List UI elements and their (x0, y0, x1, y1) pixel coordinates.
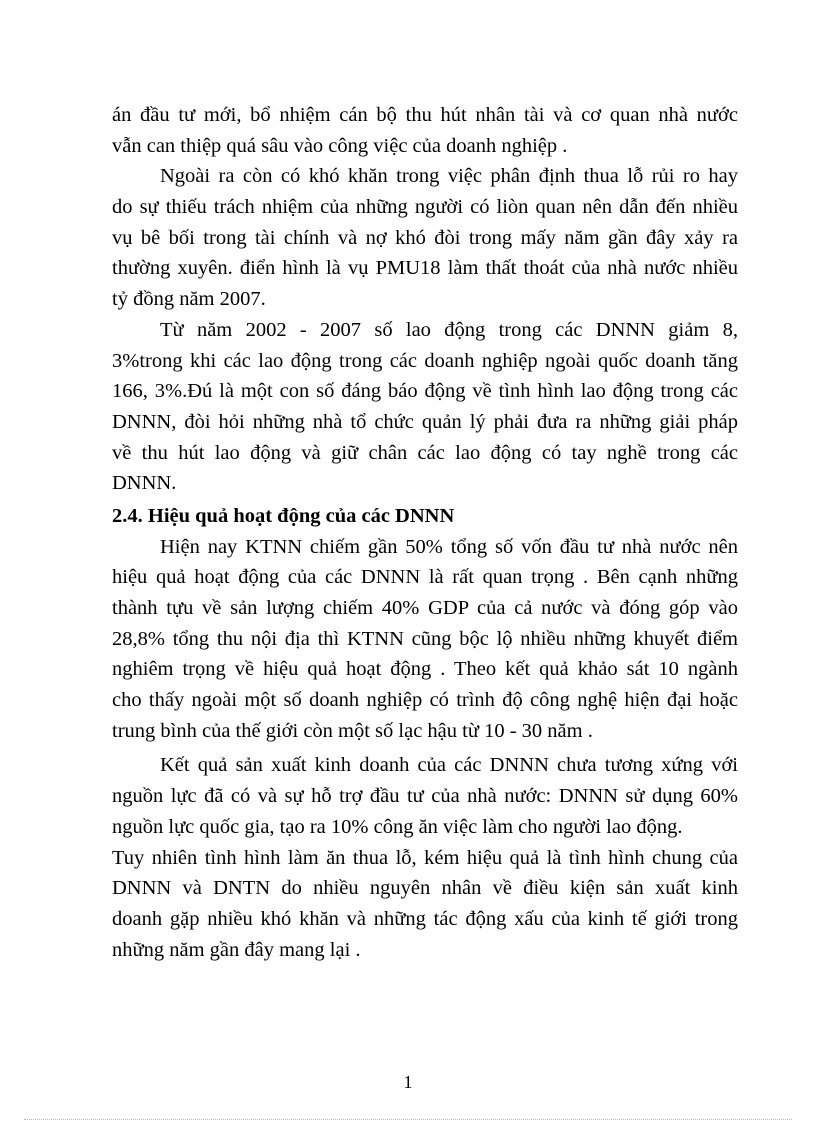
text-line: vẫn can thiệp quá sâu vào công việc của doanh nghiệp . (112, 134, 568, 157)
text-line: DNNN và DNTN do nhiều nguyên nhân về điều kiện sản xuất kinh (112, 877, 738, 900)
text-line: Kết quả sản xuất kinh doanh của các DNNN chưa tương xứng với (160, 754, 738, 777)
text-line: do sự thiếu trách nhiệm của những người có liòn quan nên dẫn đến nhiều (112, 196, 738, 219)
paragraph-3 (112, 315, 738, 499)
text-line: Ngoài ra còn có khó khăn trong việc phân định thua lỗ rủi ro hay (160, 165, 738, 188)
paragraph-4 (112, 532, 738, 747)
text-line: Từ năm 2002 - 2007 số lao động trong các DNNN giảm 8, (160, 318, 738, 341)
text-line: 28,8% tổng thu nội địa thì KTNN cũng bộc lộ nhiều những khuyết điểm (112, 627, 738, 650)
text-line: nguồn lực đã có và sự hỗ trợ đầu tư của nhà nước: DNNN sử dụng 60% (112, 785, 738, 808)
page-bottom-divider (24, 1119, 792, 1120)
text-line: án đầu tư mới, bổ nhiệm cán bộ thu hút nhân tài và cơ quan nhà nước (112, 104, 738, 126)
document-body (112, 100, 738, 965)
section-heading: 2.4. Hiệu quả hoạt động của các DNNN (112, 504, 455, 527)
paragraph-5 (112, 750, 738, 965)
text-line: thường xuyên. điển hình là vụ PMU18 làm thất thoát của nhà nước nhiều (112, 257, 738, 280)
text-line: 166, 3%.Đú là một con số đáng báo động về tình hình lao động trong các (112, 380, 738, 403)
text-line: Hiện nay KTNN chiếm gần 50% tổng số vốn đầu tư nhà nước nên (160, 535, 738, 558)
text-line: những năm gần đây mang lại . (112, 938, 361, 961)
page-number: 1 (403, 1072, 413, 1092)
text-line: DNNN. (112, 472, 177, 495)
text-line: DNNN, đòi hỏi những nhà tổ chức quản lý phải đưa ra những giải pháp (112, 410, 738, 433)
text-line: vụ bê bối trong tài chính và nợ khó đòi trong mấy năm gần đây xảy ra (112, 226, 738, 249)
text-line: cho thấy ngoài một số doanh nghiệp có trình độ công nghệ hiện đại hoặc (112, 689, 738, 712)
text-line: doanh gặp nhiều khó khăn và những tác động xấu của kinh tế giới trong (112, 907, 738, 930)
text-line: Tuy nhiên tình hình làm ăn thua lỗ, kém hiệu quả là tình hình chung của (112, 846, 738, 869)
text-line: tỷ đồng năm 2007. (112, 288, 266, 311)
text-line: thành tựu về sản lượng chiếm 40% GDP của cả nước và đóng góp vào (112, 597, 738, 619)
text-line: 3%trong khi các lao động trong các doanh nghiệp ngoài quốc doanh tăng (112, 349, 738, 372)
text-line: trung bình của thế giới còn một số lạc hậu từ 10 - 30 năm . (112, 719, 593, 742)
text-line: về thu hút lao động và giữ chân các lao động có tay nghề trong các (112, 441, 738, 464)
paragraph-1 (112, 100, 738, 161)
text-line: nghiêm trọng về hiệu quả hoạt động . Theo kết quả khảo sát 10 ngành (112, 658, 738, 681)
paragraph-2 (112, 161, 738, 314)
text-line: nguồn lực quốc gia, tạo ra 10% công ăn việc làm cho người lao động. (112, 815, 683, 838)
text-line: hiệu quả hoạt động của các DNNN là rất quan trọng . Bên cạnh những (112, 566, 738, 589)
